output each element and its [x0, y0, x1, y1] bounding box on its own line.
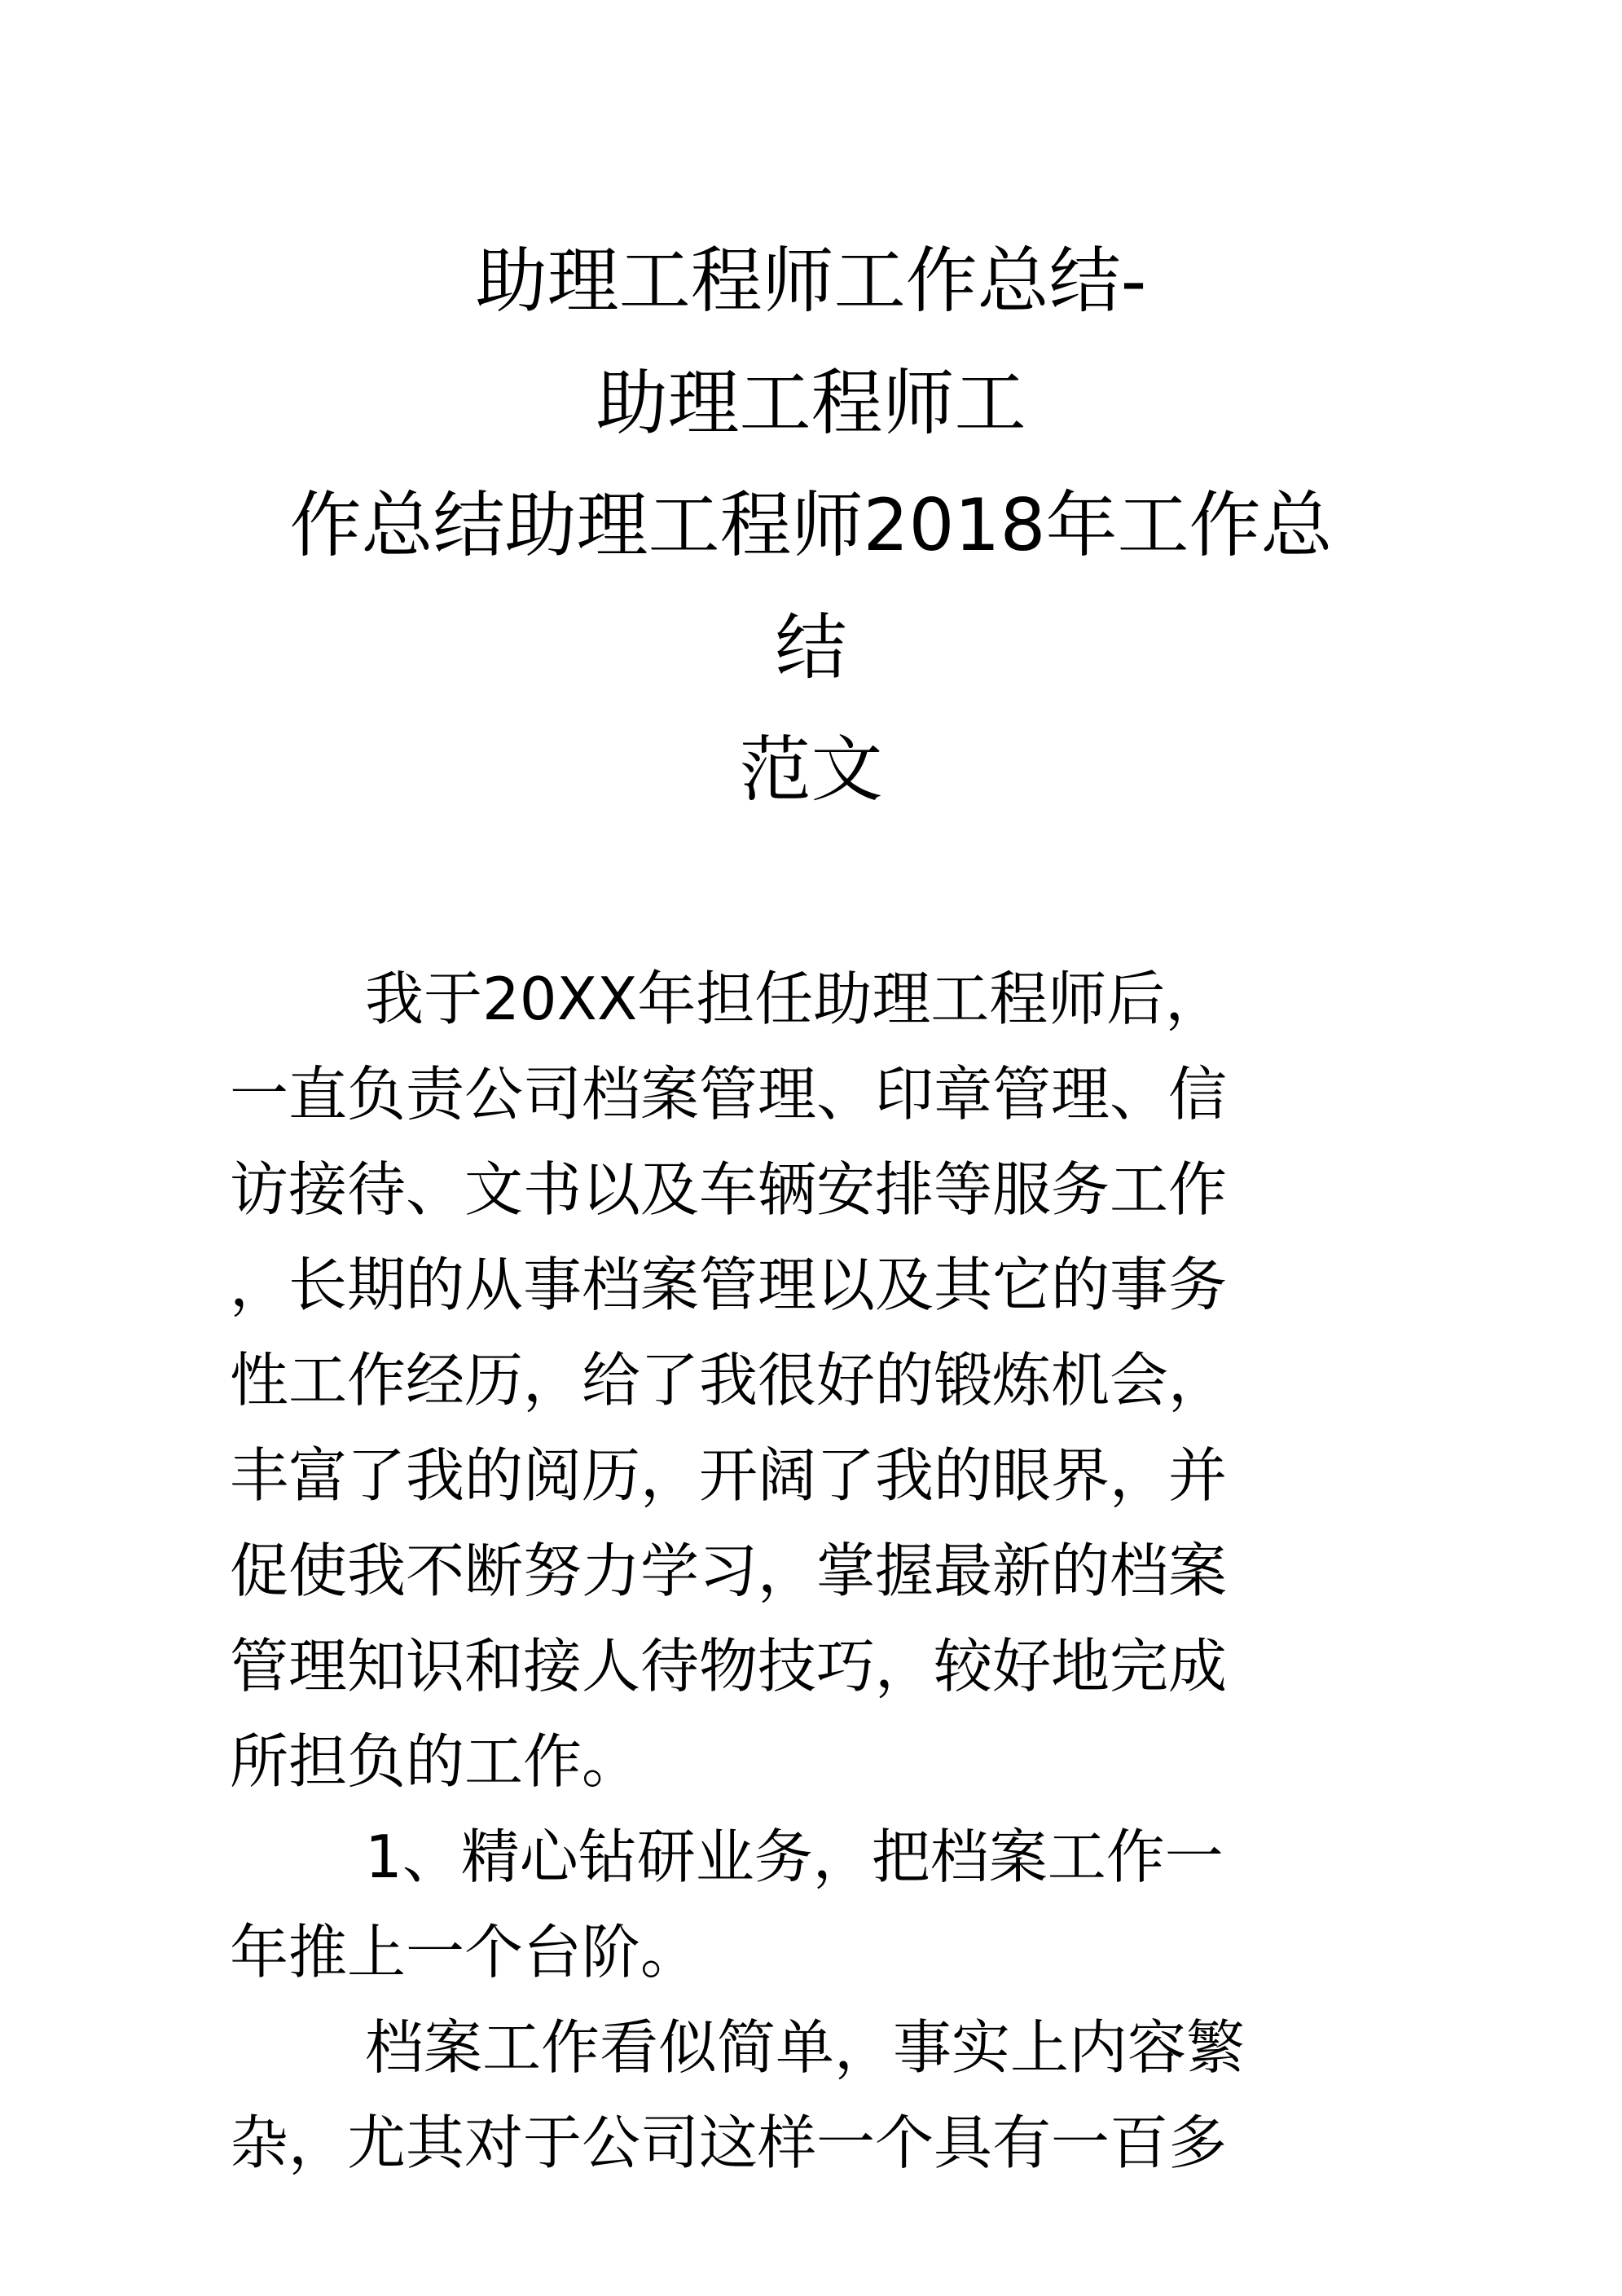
title-line-2: 助理工程师工 — [596, 361, 1026, 445]
paragraph-1-line-9: 所担负的工作。 — [230, 1727, 641, 1796]
paragraph-1-line-7: 促使我不断努力学习，掌握最新的档案 — [230, 1537, 1228, 1605]
paragraph-2-line-2: 杂，尤其对于公司这样一个具有一百多 — [230, 2109, 1228, 2177]
document-body — [230, 952, 1403, 2191]
title-line-5: 范文 — [739, 728, 883, 812]
section-heading-1-line-2: 年推上一个台阶。 — [230, 1918, 700, 1986]
paragraph-1-line-2: 一直负责公司档案管理、印章管理、信 — [230, 1060, 1228, 1128]
paragraph-1-line-5: 性工作经历，给了我很好的锻炼机会， — [230, 1346, 1228, 1414]
section-heading-1-line-1: 1、精心钻研业务，把档案工作一 — [365, 1823, 1224, 1891]
paragraph-1-line-6: 丰富了我的阅历，开阔了我的眼界，并 — [230, 1441, 1228, 1510]
document-title — [0, 220, 1622, 831]
paragraph-1-line-4: ，长期的从事档案管理以及其它的事务 — [230, 1251, 1228, 1319]
paragraph-2-line-1: 档案工作看似简单，事实上内容繁 — [365, 2013, 1246, 2082]
paragraph-1-line-1: 我于20XX年担任助理工程师后， — [365, 965, 1224, 1033]
title-line-4: 结 — [775, 605, 847, 689]
paragraph-1-line-3: 访接待、文书以及车辆安排等服务工作 — [230, 1155, 1228, 1224]
title-line-1: 助理工程师工作总结- — [475, 239, 1147, 323]
title-line-3: 作总结助理工程师2018年工作总 — [289, 483, 1333, 567]
paragraph-1-line-8: 管理知识和接人待物技巧，较好地完成 — [230, 1632, 1228, 1700]
